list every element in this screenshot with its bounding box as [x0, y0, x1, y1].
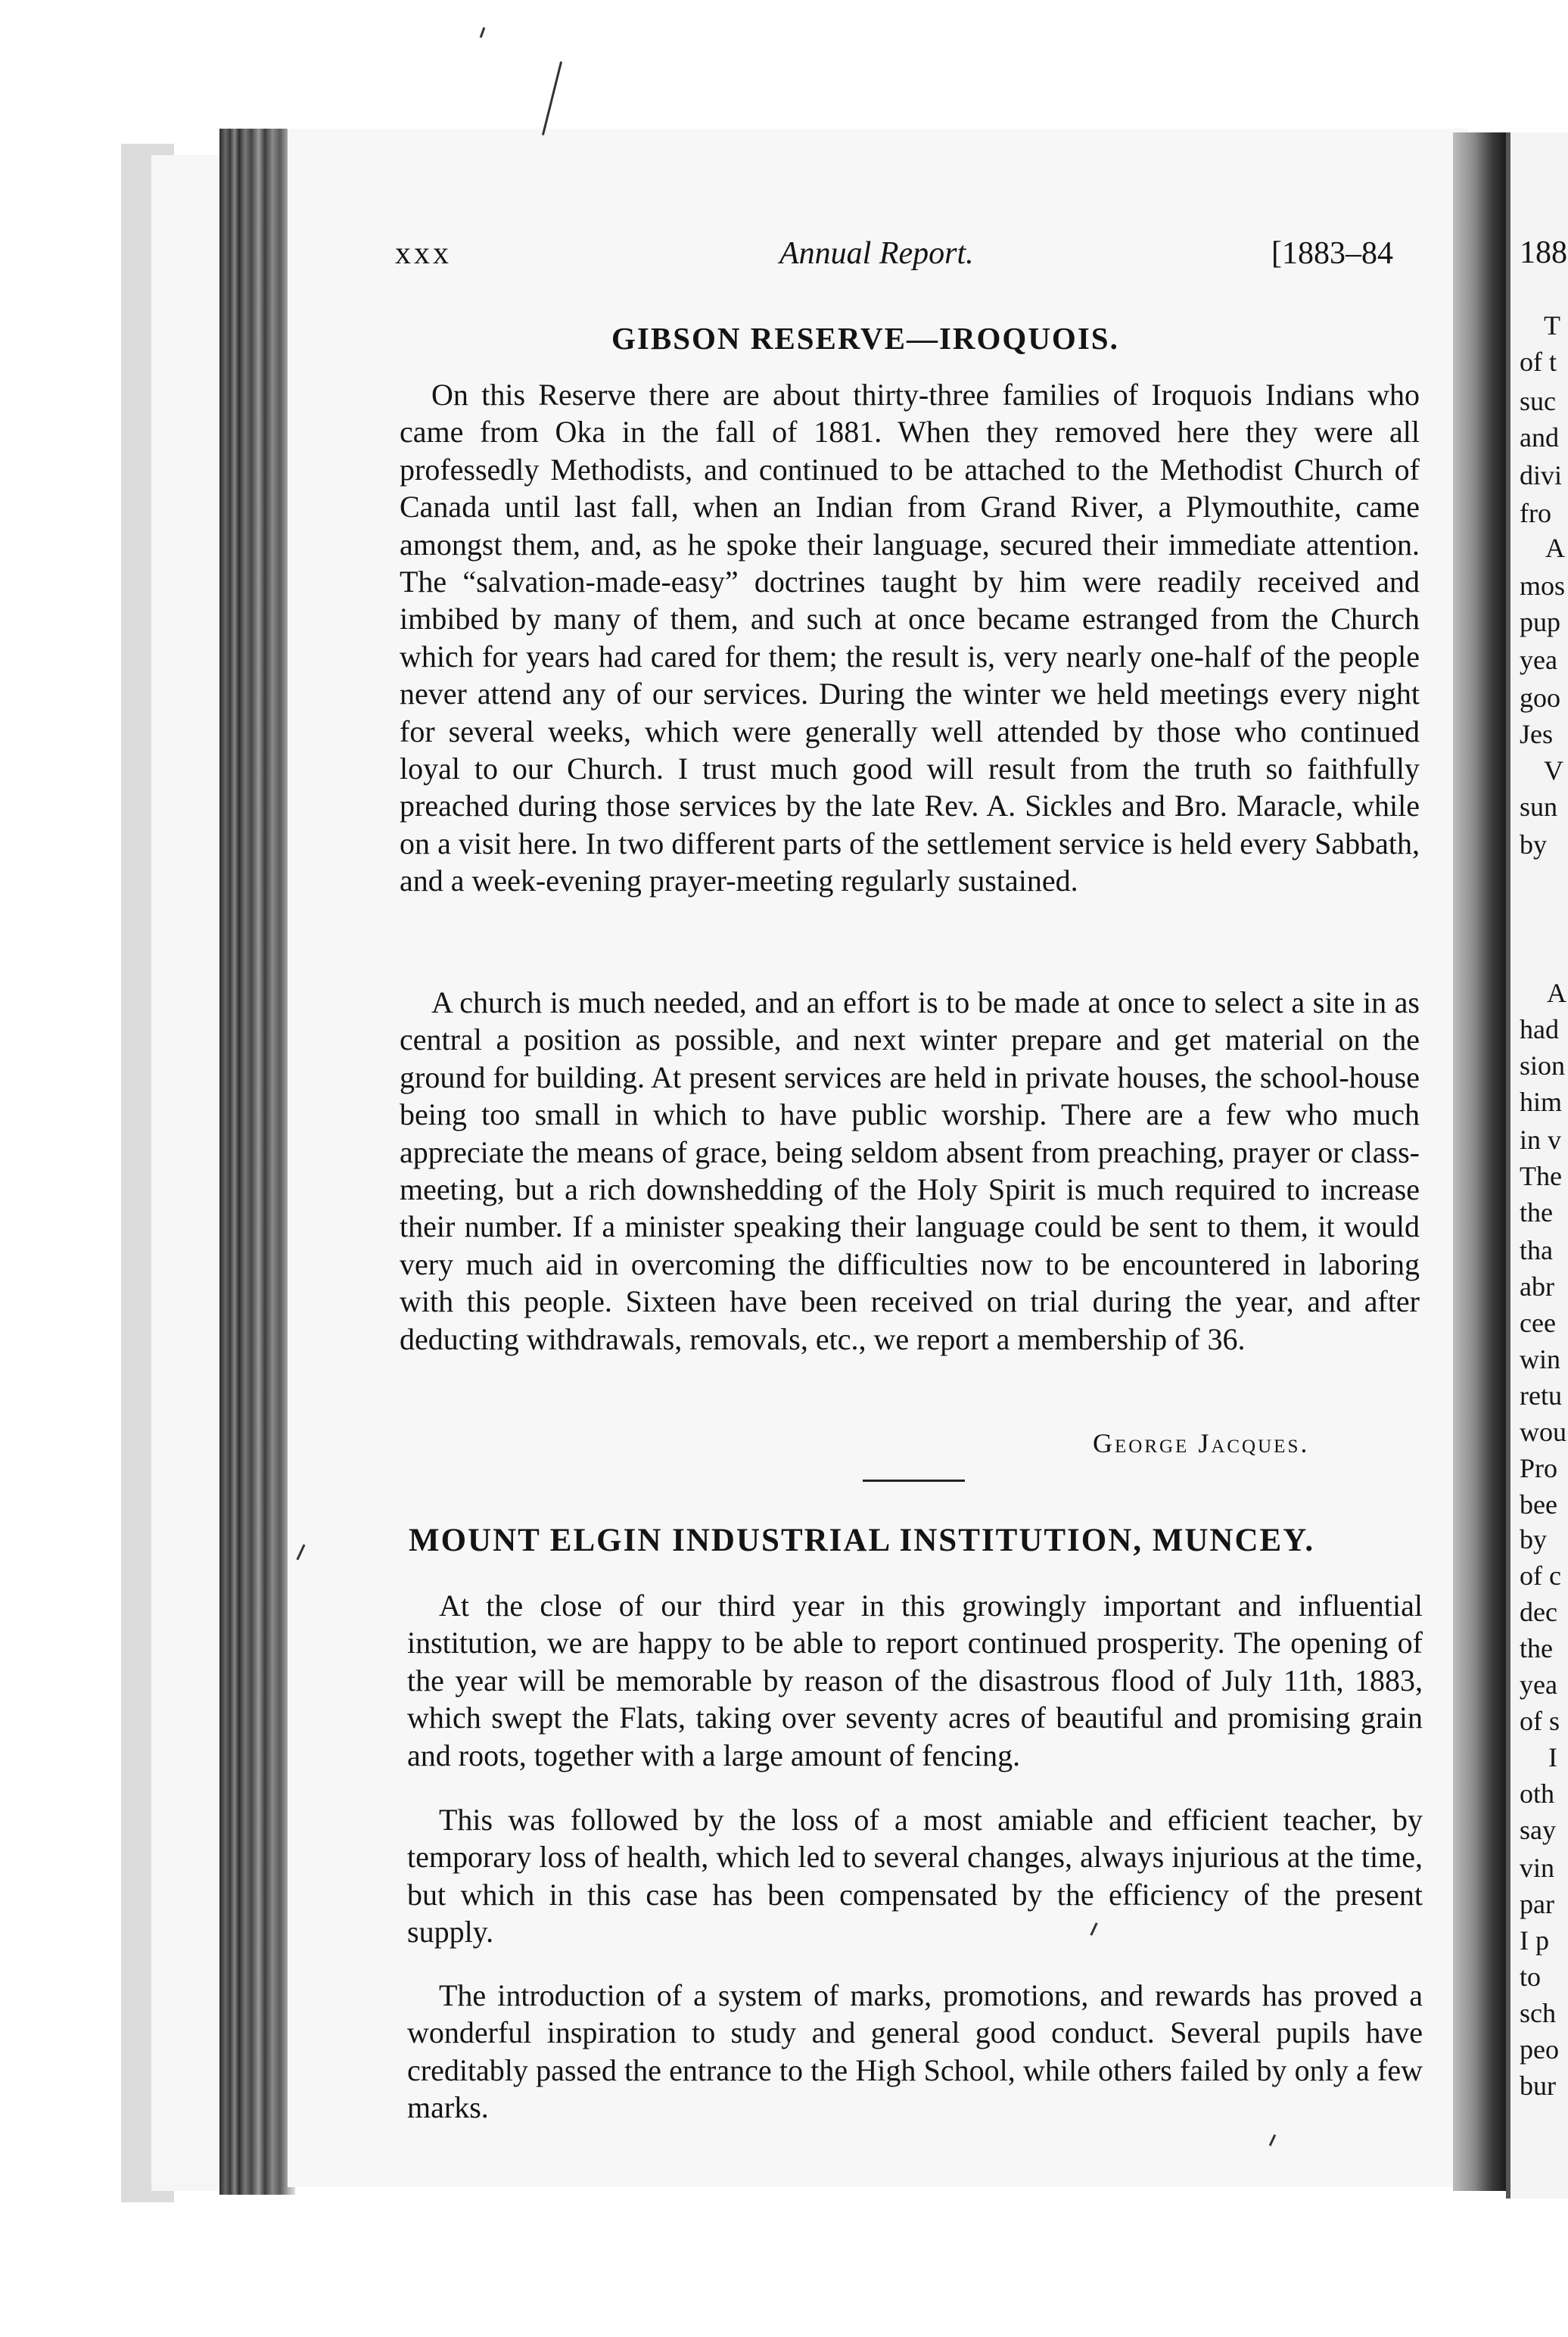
facing-page-fragment: sun: [1520, 792, 1558, 822]
facing-page-fragment: had: [1520, 1014, 1559, 1044]
facing-page-fragment: vin: [1520, 1853, 1555, 1883]
facing-page-edge: [1506, 132, 1510, 2199]
page-number: xxx: [395, 236, 452, 271]
facing-page-fragment: by: [1520, 1524, 1547, 1554]
facing-page-fragment: fro: [1520, 498, 1551, 528]
year-range: [1883–84: [1271, 236, 1393, 271]
facing-page-fragment: pup: [1520, 607, 1560, 637]
paragraph: At the close of our third year in this growingly important and influential institution, we are happy to be able to report continued prosperity. The opening of the year will be memorable by reason of the disastrous flood of July 11th, 1883, which swept the Flats, taking over seventy acres of beautiful and promising grain and roots, together with a large amount of fencing.: [407, 1589, 1423, 1772]
paragraph: On this Reserve there are about thirty-three families of Iroquois Indians who came from Oka in the fall of 1881. When they removed here they were all professedly Methodists, and continued to be attached to the Methodist Church of Canada until last fall, when an Indian from Grand River, a Plymouthite, came amongst them, and, as he spoke their language, secured their immediate attention. The “salvation-made-easy” doctrines taught by him were readily received and imbibed by many of them, and such at once became estranged from the Church which for years had cared for them; the result is, very nearly one-half of the people never attend any of our services. During the winter we held meetings every night for several weeks, which were generally well attended by those who continued loyal to our Church. I trust much good will result from the truth so faithfully preached during those services by the late Rev. A. Sickles and Bro. Maracle, while on a visit here. In two different parts of the settlement service is held every Sabbath, and a week-evening prayer-meeting regularly sustained.: [400, 378, 1420, 898]
author-signature: George Jacques.: [1093, 1428, 1310, 1458]
paragraph: This was followed by the loss of a most amiable and efficient teacher, by temporary loss of health, which led to several changes, always injurious at the time, but which in this case has been compensated by the efficiency of the present supply.: [407, 1803, 1423, 1950]
facing-page-fragment: divi: [1520, 460, 1563, 490]
facing-page-fragment: win: [1520, 1344, 1560, 1374]
facing-page-fragment: peo: [1520, 2034, 1559, 2065]
facing-page-fragment: suc: [1520, 386, 1556, 416]
facing-page-fragment: of s: [1520, 1706, 1560, 1736]
facing-page-fragment: say: [1520, 1815, 1556, 1845]
facing-page-fragment: T: [1544, 310, 1560, 341]
facing-page-fragment: bur: [1520, 2071, 1556, 2101]
facing-page-fragment: retu: [1520, 1380, 1562, 1411]
facing-page-fragment: sch: [1520, 1998, 1556, 2028]
facing-page-fragment: and: [1520, 422, 1559, 453]
facing-page-fragment: cee: [1520, 1308, 1556, 1338]
stray-mark: [542, 61, 562, 135]
facing-page-fragment: dec: [1520, 1597, 1557, 1627]
section-title-gibson-reserve: GIBSON RESERVE—IROQUOIS.: [611, 321, 1119, 356]
facing-page-fragment: sion: [1520, 1050, 1566, 1081]
facing-page-fragment: in v: [1520, 1125, 1562, 1155]
facing-page-fragment: yea: [1520, 1670, 1557, 1700]
facing-page-fragment: mos: [1520, 571, 1566, 601]
facing-page-fragment: goo: [1520, 683, 1560, 713]
section-title-mount-elgin: MOUNT ELGIN INDUSTRIAL INSTITUTION, MUNCEY.: [409, 1523, 1315, 1558]
facing-page-fragment: V: [1544, 755, 1563, 786]
facing-page-fragment: the: [1520, 1633, 1553, 1663]
paragraph: A church is much needed, and an effort is to be made at once to select a site in as central a position as possible, and next winter prepare and get material on the ground for building. At present services are held in private houses, the school-house being too small in which to have public worship. There are a few who much appreciate the means of grace, being seldom absent from preaching, prayer or class-meeting, but a rich downshedding of the Holy Spirit is much required to increase their number. If a minister speaking their language could be sent to them, it would very much aid in overcoming the difficulties now to be encountered in laboring with this people. Sixteen have been received on trial during the year, and after deducting withdrawals, removals, etc., we report a membership of 36.: [400, 985, 1420, 1356]
facing-page-fragment: yea: [1520, 645, 1557, 675]
facing-page-fragment: Jes: [1520, 719, 1553, 749]
facing-page-fragment: of t: [1520, 347, 1557, 377]
facing-page-fragment: par: [1520, 1889, 1554, 1919]
facing-page-fragment: 188: [1520, 235, 1567, 270]
facing-page-fragment: abr: [1520, 1271, 1554, 1302]
facing-page-fragment: A: [1545, 533, 1565, 563]
facing-page-fragment: I p: [1520, 1925, 1549, 1956]
facing-page-fragment: The: [1520, 1161, 1562, 1191]
facing-page-fragment: wou: [1520, 1417, 1566, 1447]
facing-page-fragment: of c: [1520, 1561, 1561, 1591]
book-gutter: [1453, 132, 1506, 2191]
paragraph: The introduction of a system of marks, promotions, and rewards has proved a wonderful inspiration to study and general good conduct. Several pupils have creditably passed the entrance to the High School, while others failed by only a few marks.: [407, 1978, 1423, 2125]
book-edge-white: [151, 155, 227, 2191]
page-stack-edges: [219, 129, 295, 2195]
facing-page-fragment: tha: [1520, 1235, 1553, 1265]
facing-page-fragment: oth: [1520, 1778, 1555, 1809]
stray-mark: [480, 27, 486, 38]
facing-page-fragment: to: [1520, 1962, 1542, 1992]
facing-page-fragment: by: [1520, 829, 1547, 860]
facing-page-fragment: I: [1548, 1742, 1557, 1772]
facing-page-fragment: him: [1520, 1087, 1563, 1117]
facing-page-fragment: A: [1547, 978, 1566, 1008]
facing-page-fragment: Pro: [1520, 1453, 1558, 1483]
facing-page-fragment: bee: [1520, 1489, 1557, 1520]
running-title: Annual Report.: [779, 236, 974, 271]
section-divider: [863, 1480, 965, 1482]
facing-page-fragment: the: [1520, 1197, 1553, 1228]
